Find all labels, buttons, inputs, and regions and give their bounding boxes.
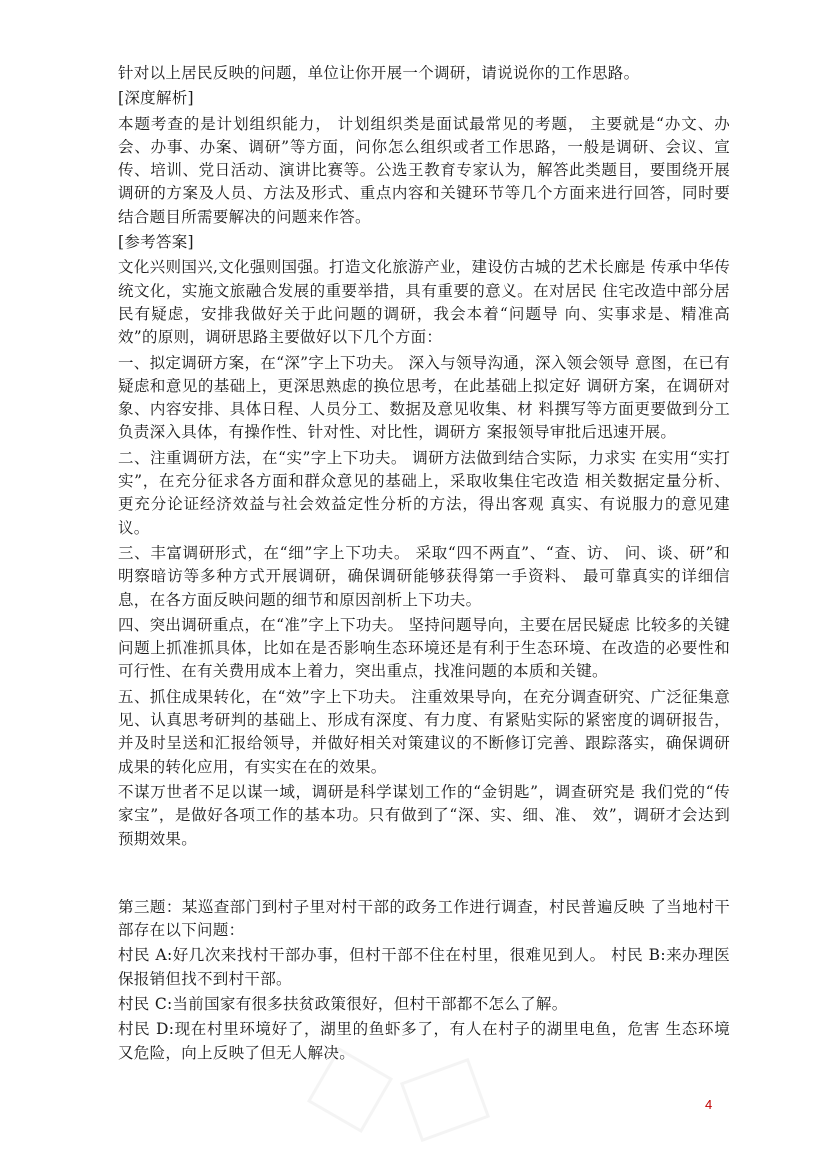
villager-statement-d: 村民 D:现在村里环境好了，湖里的鱼虾多了，有人在村子的湖里电鱼，危害 生态环境又危险，向上反映了但无人解决。 [118,1020,730,1062]
answer-conclusion: 不谋万世者不足以谋一域，调研是科学谋划工作的“金钥匙”，调查研究是 我们党的“传家宝”，是做好各项工作的基本功。只有做到了“深、实、细、准、 效”，调研才会达到预期效果。 [118,782,730,848]
villager-statement-ab: 村民 A:好几次来找村干部办事，但村干部不住在村里，很难见到人。 村民 B:来办理医保报销但找不到村干部。 [118,946,730,988]
question-prompt: 针对以上居民反映的问题，单位让你开展一个调研，请说说你的工作思路。 [118,64,640,82]
answer-point-1: 一、拟定调研方案，在“深”字上下功夫。 深入与领导沟通，深入领会领导 意图，在已有疑虑和意见的基础上，更深思熟虑的换位思考，在此基础上拟定好 调研方案，在调研对象、内容安排、具体日程、人员分工、数据及意见收集、材 料撰写等方面更要做到分工负责深入具体，有操作性、针对性、对比性，调研方 案报领导审批后迅速开展。 [118,353,730,442]
answer-point-2: 二、注重调研方法，在“实”字上下功夫。 调研方法做到结合实际，力求实 在实用“实打实”，在充分征求各方面和群众意见的基础上，采取收集住宅改造 相关数据定量分析、更充分论证经济效益与社会效益定性分析的方法，得出客观 真实、有说服力的意见建议。 [118,448,730,537]
document-body [118,62,730,1067]
analysis-paragraph: 本题考查的是计划组织能力， 计划组织类是面试最常见的考题， 主要就是“办文、办会、办事、办案、调研”等方面，问你怎么组织或者工作思路，一般是调研、会议、宣传、培训、党日活动、演讲比赛等。公选王教育专家认为，解答此类题目，要围绕开展调研的方案及人员、方法及形式、重点内容和关键环节等几个方面来进行回答，同时要结合题目所需要解决的问题来作答。 [118,114,730,226]
answer-point-4: 四、突出调研重点，在“准”字上下功夫。 坚持问题导向，主要在居民疑虑 比较多的关键问题上抓准抓具体，比如在是否影响生态环境还是有利于生态环境、在改造的必要性和可行性、在有关费用成本上着力，突出重点，找准问题的本质和关键。 [118,615,730,681]
page-number: 4 [705,1097,713,1112]
answer-point-5: 五、抓住成果转化，在“效”字上下功夫。 注重效果导向，在充分调查研究、广泛征集意见、认真思考研判的基础上、形成有深度、有力度、有紧贴实际的紧密度的调研报告，并及时呈送和汇报给领导，并做好相关对策建议的不断修订完善、跟踪落实，确保调研成果的转化应用，有实实在在的效果。 [118,687,730,776]
villager-statement-c: 村民 C:当前国家有很多扶贫政策很好，但村干部都不怎么了解。 [118,994,568,1013]
section-gap [118,853,730,896]
question-three-intro: 第三题：某巡查部门到村子里对村干部的政务工作进行调查，村民普遍反映 了当地村干部存在以下问题： [118,897,730,940]
answer-point-3: 三、丰富调研形式，在“细”字上下功夫。 采取“四不两直”、“查、访、 问、谈、研”和明察暗访等多种方式开展调研，确保调研能够获得第一手资料、 最可靠真实的详细信息，在各方面反映问题的细节和原因剖析上下功夫。 [118,543,730,609]
section-heading-answer: [参考答案] [118,233,194,252]
answer-intro-paragraph: 文化兴则国兴,文化强则国强。打造文化旅游产业，建设仿古城的艺术长廊是 传承中华传统文化，实施文旅融合发展的重要举措，具有重要的意义。在对居民 住宅改造中部分居民有疑虑，安排我做好关于此问题的调研，我会本着“问题导 向、实事求是、精准高效”的原则，调研思路主要做好以下几个方面： [118,258,730,347]
section-heading-analysis: [深度解析] [118,89,194,108]
